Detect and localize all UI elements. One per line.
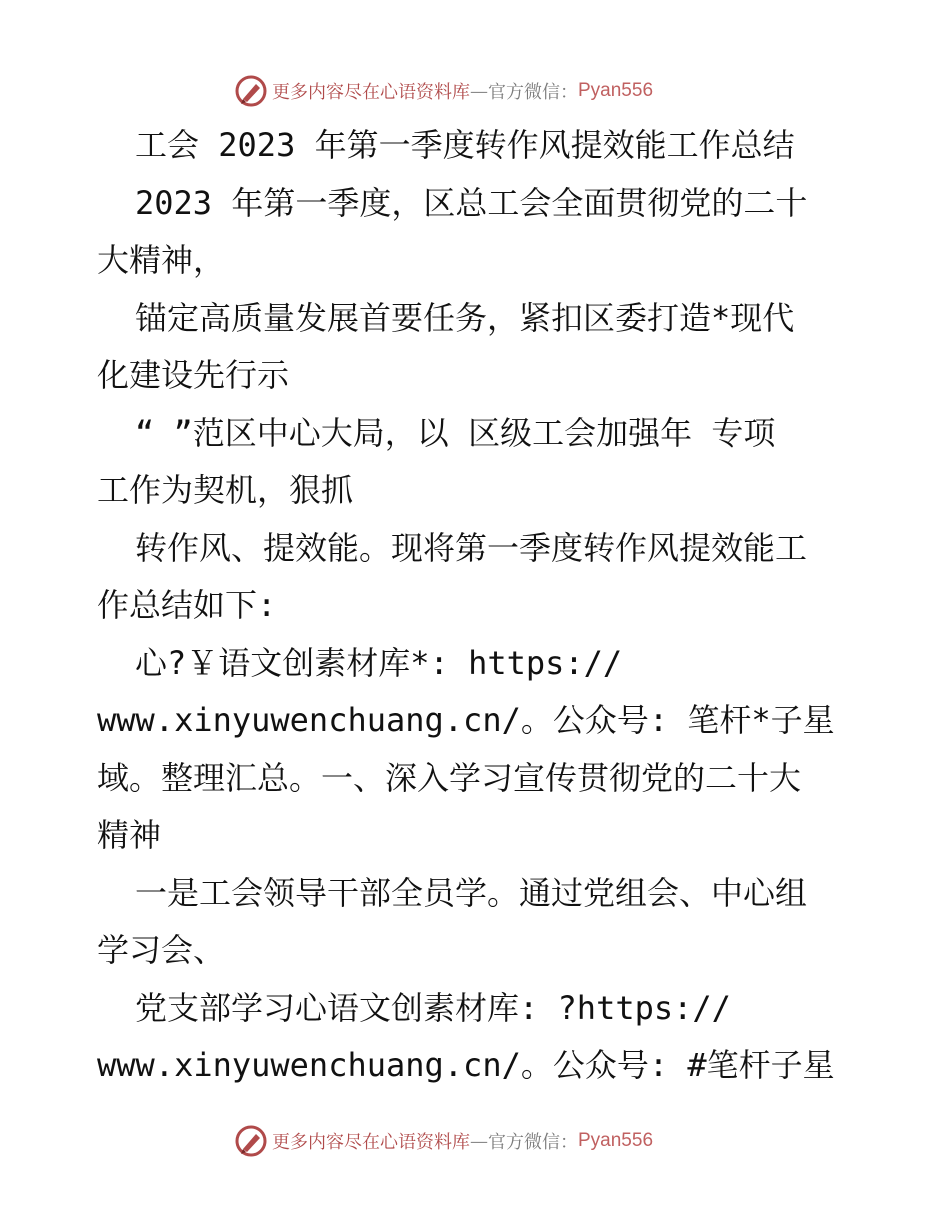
paragraph-line: 工作为契机，狠抓	[97, 471, 354, 509]
pen-logo-icon	[234, 1124, 268, 1158]
footer-watermark	[234, 1123, 653, 1159]
paragraph-line: 党支部学习心语文创素材库: ?https://	[135, 988, 731, 1027]
document-title: 工会 2023 年第一季度转作风提效能工作总结	[135, 126, 795, 164]
paragraph-line: 2023 年第一季度，区总工会全面贯彻党的二十	[135, 183, 808, 222]
paragraph-line: 学习会、	[97, 931, 226, 969]
paragraph-line: 心?￥语文创素材库*: https://	[135, 643, 623, 682]
watermark-contact-id: Pyan556	[578, 80, 654, 101]
paragraph-line: 大精神，	[97, 241, 226, 279]
paragraph-line: “ ”范区中心大局，以 区级工会加强年 专项	[135, 413, 776, 452]
paragraph-line: www.xinyuwenchuang.cn/。公众号: #笔杆子星	[97, 1046, 835, 1084]
paragraph-line: 作总结如下:	[97, 586, 277, 624]
paragraph-line: 一是工会领导干部全员学。通过党组会、中心组	[135, 873, 808, 912]
pen-logo-icon	[234, 74, 268, 108]
paragraph-line: 域。整理汇总。一、深入学习宣传贯彻党的二十大	[97, 758, 802, 797]
watermark-contact-id: Pyan556	[578, 1130, 654, 1151]
watermark-contact-label: 官方微信：	[488, 1132, 578, 1153]
watermark-contact-label: 官方微信：	[488, 82, 578, 103]
paragraph-line: 转作风、提效能。现将第一季度转作风提效能工	[135, 528, 808, 567]
watermark-main-text: 更多内容尽在心语资料库	[272, 1132, 470, 1153]
watermark-separator: —	[470, 80, 488, 102]
paragraph-line: 精神	[97, 816, 162, 854]
paragraph-line: 锚定高质量发展首要任务，紧扣区委打造*现代	[135, 298, 795, 337]
watermark-separator: —	[470, 1130, 488, 1152]
paragraph-line: 化建设先行示	[97, 356, 290, 394]
watermark-main-text: 更多内容尽在心语资料库	[272, 82, 470, 103]
document-body	[97, 117, 857, 1095]
paragraph-line: www.xinyuwenchuang.cn/。公众号: 笔杆*子星	[97, 701, 835, 739]
header-watermark	[234, 73, 653, 109]
